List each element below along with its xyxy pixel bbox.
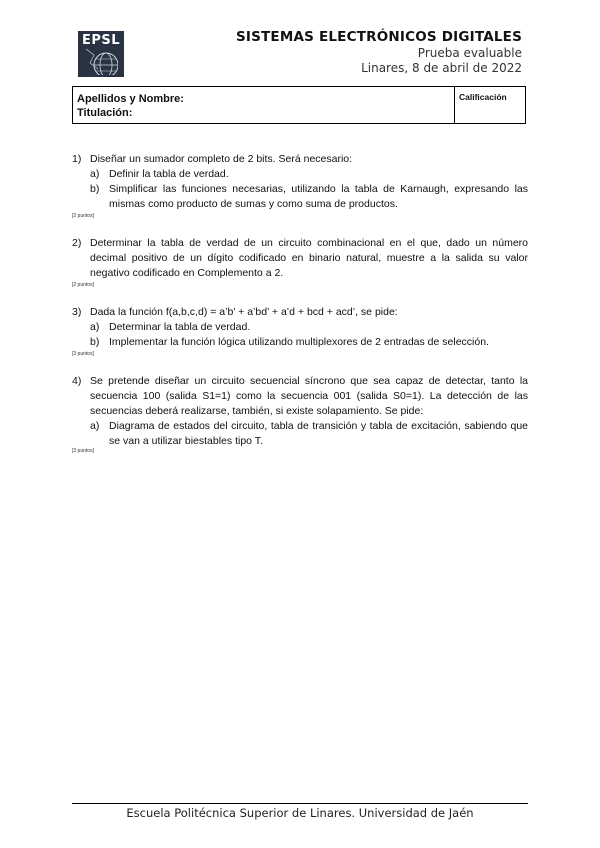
- epsl-logo: [78, 31, 124, 77]
- question-1: [72, 152, 528, 212]
- question-statement: Se pretende diseñar un circuito secuencial síncrono que sea capaz de detectar, tanto la secuencia 100 (salida S1=1) como la secuencia 001 (salida S0=1). La detección de las secuencias deberá realizarse, también, si existe solapamiento. Se pide:: [90, 375, 528, 417]
- question-number: 4): [72, 375, 82, 387]
- logo-text: EPSL: [81, 33, 121, 48]
- sub-item-label: b): [90, 183, 100, 195]
- exam-date: Linares, 8 de abril de 2022: [361, 61, 522, 75]
- footer-text: Escuela Politécnica Superior de Linares. Universidad de Jaén: [126, 806, 474, 820]
- question-4: [72, 374, 528, 449]
- question-number: 1): [72, 153, 82, 165]
- question-3: [72, 305, 528, 350]
- points-label: [3 puntos]: [72, 448, 94, 454]
- question-statement: Diseñar un sumador completo de 2 bits. Será necesario:: [90, 153, 353, 165]
- sub-item-label: a): [90, 420, 100, 432]
- sub-item: [72, 335, 528, 350]
- sub-item: [72, 320, 528, 335]
- sub-item-text: Determinar la tabla de verdad.: [109, 321, 251, 333]
- sub-item-text: Diagrama de estados del circuito, tabla de transición y tabla de excitación, sabiendo que se van a utilizar biestables tipo T.: [109, 420, 528, 447]
- student-info-box: [72, 86, 526, 124]
- box-divider: [454, 87, 455, 123]
- sub-item: [72, 182, 528, 212]
- question-2-text: [72, 236, 528, 281]
- question-2: [72, 236, 528, 281]
- course-title: SISTEMAS ELECTRÓNICOS DIGITALES: [235, 29, 522, 45]
- sub-item-text: Definir la tabla de verdad.: [109, 168, 229, 180]
- grade-label: Calificación: [459, 92, 507, 102]
- question-statement: Determinar la tabla de verdad de un circuito combinacional en el que, dado un número decimal positivo de un dígito codificado en binario natural, muestre a la salida su valor negativo codificado en Complemento a 2.: [90, 237, 528, 279]
- question-number: 3): [72, 306, 82, 318]
- globe-icon: [84, 45, 118, 75]
- sub-item-label: a): [90, 321, 100, 333]
- question-1-text: [72, 152, 528, 167]
- footer-divider: [72, 803, 528, 804]
- sub-item: [72, 167, 528, 182]
- sub-item: [72, 419, 528, 449]
- points-label: [2 puntos]: [72, 213, 94, 219]
- sub-item-text: Implementar la función lógica utilizando multiplexores de 2 entradas de selección.: [109, 336, 489, 348]
- student-fields: [77, 92, 184, 120]
- question-statement: Dada la función f(a,b,c,d) = a’b’ + a’bd’ + a’d + bcd + acd’, se pide:: [90, 306, 398, 318]
- exam-subtitle: Prueba evaluable: [417, 46, 522, 60]
- sub-item-text: Simplificar las funciones necesarias, utilizando la tabla de Karnaugh, expresando las mismas como producto de sumas y como suma de productos.: [109, 183, 528, 210]
- question-3-text: [72, 305, 528, 320]
- question-number: 2): [72, 237, 82, 249]
- sub-item-label: a): [90, 168, 100, 180]
- sub-item-label: b): [90, 336, 100, 348]
- points-label: [2 puntos]: [72, 282, 94, 288]
- points-label: [3 puntos]: [72, 351, 94, 357]
- name-label: Apellidos y Nombre:: [77, 93, 184, 105]
- degree-label: Titulación:: [77, 107, 133, 119]
- question-4-text: [72, 374, 528, 419]
